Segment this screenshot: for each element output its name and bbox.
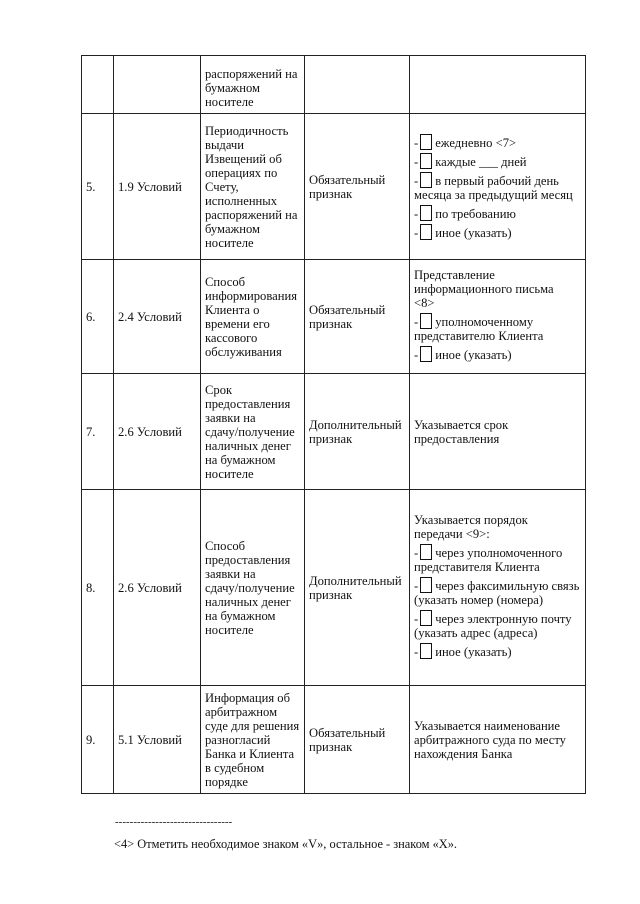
attribute-type: Обязательный признак bbox=[305, 114, 410, 260]
option-dash: - bbox=[414, 154, 419, 169]
parameter-name-line: Извещений об bbox=[205, 151, 282, 166]
parameter-name-line: на бумажном bbox=[205, 452, 276, 467]
value-text: арбитражного суда по месту bbox=[414, 732, 566, 747]
checkbox-icon bbox=[420, 544, 432, 560]
parameter-name bbox=[201, 490, 305, 686]
parameter-name-line: носителе bbox=[205, 466, 254, 481]
checkbox-option bbox=[414, 153, 585, 169]
checkbox-icon bbox=[420, 643, 432, 659]
option-dash: - bbox=[414, 225, 419, 240]
attribute-type: Дополнительный признак bbox=[305, 374, 410, 490]
parameter-name bbox=[201, 374, 305, 490]
parameter-name-line: распоряжений на bbox=[205, 66, 298, 81]
attribute-type: Дополнительный признак bbox=[305, 490, 410, 686]
checkbox-option bbox=[414, 134, 585, 150]
parameter-name-line: Клиента о bbox=[205, 302, 260, 317]
checkbox-icon bbox=[420, 577, 432, 593]
option-dash: - bbox=[414, 173, 419, 188]
value-text: Указывается наименование bbox=[414, 718, 561, 733]
parameter-name-line: предоставления bbox=[205, 396, 291, 411]
checkbox-icon bbox=[420, 346, 432, 362]
table-row bbox=[82, 686, 586, 794]
checkbox-icon bbox=[420, 205, 432, 221]
checkbox-option bbox=[414, 172, 585, 202]
option-dash: - bbox=[414, 612, 419, 626]
parameter-name-line: предоставления bbox=[205, 552, 291, 567]
option-dash: - bbox=[414, 546, 419, 560]
parameter-name-line: Периодичность bbox=[205, 123, 289, 138]
parameter-name-line: распоряжений на bbox=[205, 207, 298, 222]
option-label: через факсимильную связь (указать номер (номера) bbox=[414, 579, 580, 607]
parameter-name-line: наличных денег bbox=[205, 438, 291, 453]
option-label: через уполномоченного представителя Клиента bbox=[414, 546, 563, 574]
parameter-name-line: Банка и Клиента bbox=[205, 746, 295, 761]
value-cell bbox=[410, 260, 586, 374]
parameter-name-line: времени его bbox=[205, 316, 270, 331]
parameter-name-line: информирования bbox=[205, 288, 297, 303]
condition-reference bbox=[114, 56, 201, 114]
option-label: иное (указать) bbox=[435, 348, 512, 362]
checkbox-option bbox=[414, 224, 585, 240]
parameter-name-line: бумажном bbox=[205, 80, 260, 95]
parameter-name-line: Способ bbox=[205, 274, 246, 289]
option-label: иное (указать) bbox=[435, 645, 512, 659]
value-text: информационного письма bbox=[414, 282, 554, 296]
condition-reference: 5.1 Условий bbox=[114, 686, 201, 794]
checkbox-icon bbox=[420, 153, 432, 169]
option-dash: - bbox=[414, 348, 419, 362]
parameter-name bbox=[201, 56, 305, 114]
value-cell bbox=[410, 686, 586, 794]
parameter-name bbox=[201, 686, 305, 794]
value-cell bbox=[410, 114, 586, 260]
parameter-name-line: разногласий bbox=[205, 732, 271, 747]
checkbox-option bbox=[414, 610, 585, 640]
option-label: ежедневно <7> bbox=[435, 135, 517, 150]
checkbox-icon bbox=[420, 134, 432, 150]
option-label: в первый рабочий день месяца за предыдущий месяц bbox=[414, 173, 573, 202]
parameter-name-line: сдачу/получение bbox=[205, 424, 295, 439]
value-cell bbox=[410, 56, 586, 114]
option-dash: - bbox=[414, 206, 419, 221]
value-cell bbox=[410, 374, 586, 490]
parameter-name-line: выдачи bbox=[205, 137, 244, 152]
checkbox-icon bbox=[420, 172, 432, 188]
parameter-name-line: Информация об bbox=[205, 690, 290, 705]
footnote-text: <4> Отметить необходимое знаком «V», остальное - знаком «X». bbox=[114, 837, 458, 851]
parameter-name-line: бумажном bbox=[205, 221, 260, 236]
option-label: по требованию bbox=[435, 206, 516, 221]
parameter-name-line: Счету, bbox=[205, 179, 239, 194]
parameter-name-line: кассового bbox=[205, 330, 258, 345]
option-dash: - bbox=[414, 315, 419, 329]
parameter-name-line: исполненных bbox=[205, 193, 278, 208]
footnote-separator: -------------------------------- bbox=[115, 816, 233, 828]
option-dash: - bbox=[414, 579, 419, 593]
option-dash: - bbox=[414, 135, 419, 150]
parameter-name-line: в судебном bbox=[205, 760, 265, 775]
checkbox-option bbox=[414, 577, 585, 607]
checkbox-icon bbox=[420, 313, 432, 329]
parameter-name-line: на бумажном bbox=[205, 608, 276, 623]
parameter-name-line: заявки на bbox=[205, 410, 256, 425]
attribute-type: Обязательный признак bbox=[305, 686, 410, 794]
parameter-name-line: носителе bbox=[205, 622, 254, 637]
condition-reference: 1.9 Условий bbox=[114, 114, 201, 260]
value-text: нахождения Банка bbox=[414, 746, 513, 761]
row-number: 7. bbox=[82, 374, 114, 490]
value-text: предоставления bbox=[414, 431, 500, 446]
row-number: 8. bbox=[82, 490, 114, 686]
parameter-name-line: обслуживания bbox=[205, 344, 282, 359]
parameter-name-line: порядке bbox=[205, 774, 248, 789]
checkbox-icon bbox=[420, 224, 432, 240]
parameter-name-line: арбитражном bbox=[205, 704, 278, 719]
value-text: Указывается порядок bbox=[414, 513, 528, 527]
conditions-table bbox=[81, 55, 586, 794]
condition-reference: 2.6 Условий bbox=[114, 374, 201, 490]
value-text: <8> bbox=[414, 296, 435, 310]
option-label: иное (указать) bbox=[435, 225, 512, 240]
parameter-name-line: Способ bbox=[205, 538, 246, 553]
table-row bbox=[82, 56, 586, 114]
parameter-name-line: Срок bbox=[205, 382, 233, 397]
table-row bbox=[82, 374, 586, 490]
row-number: 6. bbox=[82, 260, 114, 374]
condition-reference: 2.6 Условий bbox=[114, 490, 201, 686]
option-dash: - bbox=[414, 645, 419, 659]
attribute-type bbox=[305, 56, 410, 114]
row-number bbox=[82, 56, 114, 114]
option-label: через электронную почту (указать адрес (адреса) bbox=[414, 612, 572, 640]
parameter-name-line: операциях по bbox=[205, 165, 278, 180]
parameter-name-line: носителе bbox=[205, 94, 254, 109]
parameter-name-line: сдачу/получение bbox=[205, 580, 295, 595]
parameter-name-line: наличных денег bbox=[205, 594, 291, 609]
value-text: передачи <9>: bbox=[414, 527, 490, 541]
row-number: 9. bbox=[82, 686, 114, 794]
condition-reference: 2.4 Условий bbox=[114, 260, 201, 374]
option-label: уполномоченному представителю Клиента bbox=[414, 315, 544, 343]
checkbox-option bbox=[414, 544, 585, 574]
value-text: Представление bbox=[414, 268, 495, 282]
parameter-name-line: носителе bbox=[205, 235, 254, 250]
value-cell bbox=[410, 490, 586, 686]
option-label: каждые ___ дней bbox=[435, 154, 527, 169]
parameter-name bbox=[201, 114, 305, 260]
checkbox-option bbox=[414, 346, 585, 362]
table-row bbox=[82, 260, 586, 374]
table-row bbox=[82, 490, 586, 686]
parameter-name-line: заявки на bbox=[205, 566, 256, 581]
checkbox-option bbox=[414, 313, 585, 343]
parameter-name-line: суде для решения bbox=[205, 718, 300, 733]
parameter-name bbox=[201, 260, 305, 374]
value-text: Указывается срок bbox=[414, 417, 509, 432]
attribute-type: Обязательный признак bbox=[305, 260, 410, 374]
row-number: 5. bbox=[82, 114, 114, 260]
checkbox-icon bbox=[420, 610, 432, 626]
checkbox-option bbox=[414, 643, 585, 659]
checkbox-option bbox=[414, 205, 585, 221]
table-row bbox=[82, 114, 586, 260]
